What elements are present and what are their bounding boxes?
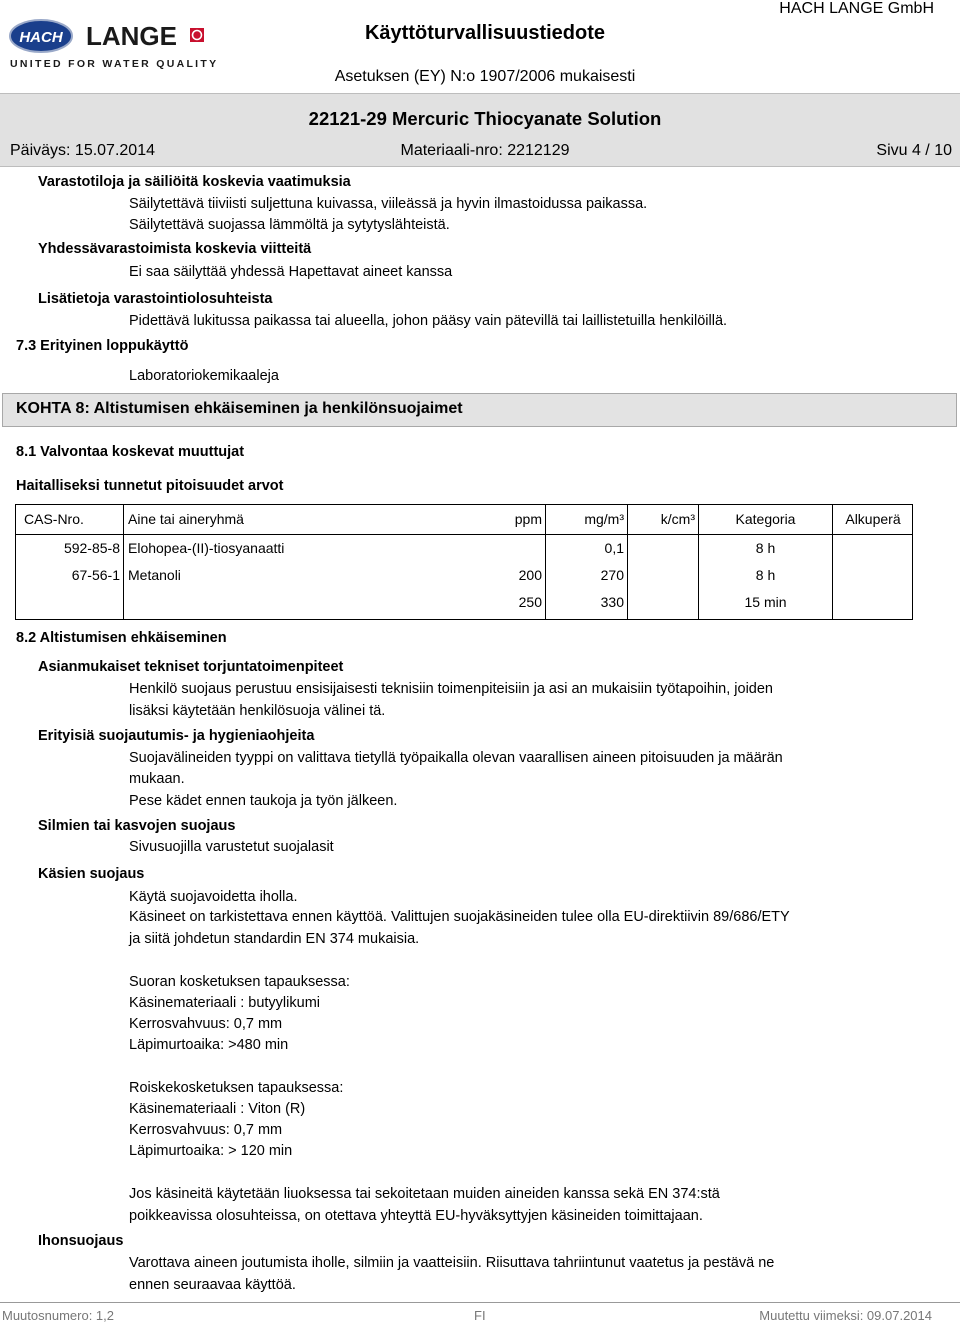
table-cell-mgm3: 330 xyxy=(600,594,624,610)
mixture-note-2: poikkeavissa olosuhteissa, on otettava yhteyttä EU-hyväksyttyjen käsineiden toimittajaan. xyxy=(129,1208,703,1224)
logo-lange-text: LANGE xyxy=(86,21,177,51)
hand-protection-heading: Käsien suojaus xyxy=(38,866,145,882)
exposure-limits-heading: Haitalliseksi tunnetut pitoisuudet arvot xyxy=(16,478,284,494)
footer-revision: Muutosnumero: 1,2 xyxy=(2,1308,115,1323)
hand-protection-text-1: Käytä suojavoidetta iholla. xyxy=(129,889,298,905)
technical-controls-text-1: Henkilö suojaus perustuu ensisijaisesti teknisiin toimenpiteisiin ja asi an mukaisiin työtapoihin, joiden xyxy=(129,681,773,697)
joint-storage-text: Ei saa säilyttää yhdessä Hapettavat aineet kanssa xyxy=(129,264,453,280)
table-header-kcm3: k/cm³ xyxy=(660,511,695,527)
splash-contact-thickness: Kerrosvahvuus: 0,7 mm xyxy=(129,1122,283,1138)
footer-modified: Muutettu viimeksi: 09.07.2014 xyxy=(759,1308,932,1323)
table-cell-category: 15 min xyxy=(744,594,787,610)
table-header-cas: CAS-Nro. xyxy=(24,511,84,527)
section-7-3-heading: 7.3 Erityinen loppukäyttö xyxy=(16,338,189,354)
exposure-limits-table xyxy=(15,504,913,620)
logo-hach-text: HACH xyxy=(19,29,63,46)
skin-protection-text-1: Varottava aineen joutumista iholle, silmiin ja vaatteisiin. Riisuttava tahriintunut vaatetus ja pestävä ne xyxy=(129,1255,775,1271)
joint-storage-heading: Yhdessävarastoimista koskevia viitteitä xyxy=(38,241,312,257)
table-cell-ppm: 250 xyxy=(518,594,542,610)
table-cell-category: 8 h xyxy=(755,567,776,583)
regulation-line: Asetuksen (EY) N:o 1907/2006 mukaisesti xyxy=(334,68,636,85)
document-title: Käyttöturvallisuustiedote xyxy=(364,22,606,44)
storage-requirements-heading: Varastotiloja ja säiliöitä koskevia vaatimuksia xyxy=(38,174,351,190)
page-number: Sivu 4 / 10 xyxy=(876,142,952,159)
hand-protection-text-3: ja siitä johdetun standardin EN 374 mukaisia. xyxy=(129,931,420,947)
table-cell-mgm3: 0,1 xyxy=(604,540,624,556)
hygiene-heading: Erityisiä suojautumis- ja hygieniaohjeita xyxy=(38,728,315,744)
hygiene-text-2: mukaan. xyxy=(129,771,185,787)
storage-requirements-text-1: Säilytettävä tiiviisti suljettuna kuivassa, viileässä ja hyvin ilmastoidussa paikassa. xyxy=(129,196,648,212)
footer-language: FI xyxy=(474,1308,486,1323)
table-cell-substance: Metanoli xyxy=(128,567,181,583)
hygiene-text-1: Suojavälineiden tyyppi on valittava tietyllä työpaikalla olevan vaarallisen aineen pitoisuuden ja määrän xyxy=(129,750,783,766)
hand-protection-text-2: Käsineet on tarkistettava ennen käyttöä. Valittujen suojakäsineiden tulee olla EU-direktiivin 89/686/ETY xyxy=(129,909,790,925)
table-cell-ppm: 200 xyxy=(518,567,542,583)
splash-contact-breakthrough: Läpimurtoaika: > 120 min xyxy=(129,1143,293,1159)
splash-contact-heading: Roiskekosketuksen tapauksessa: xyxy=(129,1080,344,1096)
direct-contact-material: Käsinemateriaali : butyylikumi xyxy=(129,995,320,1011)
table-header-ppm: ppm xyxy=(514,511,542,527)
storage-info-text: Pidettävä lukitussa paikassa tai alueella, johon pääsy vain pätevillä tai laillistetuilla henkilöillä. xyxy=(129,313,728,329)
table-cell-cas: 67-56-1 xyxy=(71,567,120,583)
storage-info-heading: Lisätietoja varastointiolosuhteista xyxy=(38,291,273,307)
section-8-title: KOHTA 8: Altistumisen ehkäiseminen ja henkilönsuojaimet xyxy=(16,400,463,417)
material-number: Materiaali-nro: 2212129 xyxy=(400,142,570,159)
table-header-origin: Alkuperä xyxy=(845,511,901,527)
specific-end-use-text: Laboratoriokemikaaleja xyxy=(129,368,279,384)
table-cell-category: 8 h xyxy=(755,540,776,556)
skin-protection-heading: Ihonsuojaus xyxy=(38,1233,124,1249)
technical-controls-heading: Asianmukaiset tekniset torjuntatoimenpiteet xyxy=(38,659,344,675)
direct-contact-heading: Suoran kosketuksen tapauksessa: xyxy=(129,974,350,990)
skin-protection-text-2: ennen seuraavaa käyttöä. xyxy=(129,1277,296,1293)
section-8-2-heading: 8.2 Altistumisen ehkäiseminen xyxy=(16,630,227,646)
product-name: 22121-29 Mercuric Thiocyanate Solution xyxy=(308,108,662,129)
direct-contact-thickness: Kerrosvahvuus: 0,7 mm xyxy=(129,1016,283,1032)
table-header-category: Kategoria xyxy=(735,511,796,527)
section-8-1-heading: 8.1 Valvontaa koskevat muuttujat xyxy=(16,444,245,460)
table-header-mgm3: mg/m³ xyxy=(584,511,624,527)
company-name: HACH LANGE GmbH xyxy=(779,0,934,17)
document-date: Päiväys: 15.07.2014 xyxy=(10,142,155,159)
table-header-substance: Aine tai aineryhmä xyxy=(128,511,244,527)
hygiene-text-3: Pese kädet ennen taukoja ja työn jälkeen. xyxy=(129,793,398,809)
mixture-note-1: Jos käsineitä käytetään liuoksessa tai sekoitetaan muiden aineiden kanssa sekä EN 374:stä xyxy=(129,1186,720,1202)
technical-controls-text-2: lisäksi käytetään henkilösuoja välinei tä. xyxy=(129,703,386,719)
storage-requirements-text-2: Säilytettävä suojassa lämmöltä ja sytytyslähteistä. xyxy=(129,217,450,233)
logo-tagline: UNITED FOR WATER QUALITY xyxy=(10,58,218,70)
table-cell-mgm3: 270 xyxy=(600,567,624,583)
table-cell-substance: Elohopea-(II)-tiosyanaatti xyxy=(128,540,285,556)
direct-contact-breakthrough: Läpimurtoaika: >480 min xyxy=(129,1037,289,1053)
table-cell-cas: 592-85-8 xyxy=(63,540,120,556)
splash-contact-material: Käsinemateriaali : Viton (R) xyxy=(129,1101,306,1117)
footer-divider xyxy=(0,1302,960,1303)
eye-protection-text: Sivusuojilla varustetut suojalasit xyxy=(129,839,334,855)
eye-protection-heading: Silmien tai kasvojen suojaus xyxy=(38,818,236,834)
